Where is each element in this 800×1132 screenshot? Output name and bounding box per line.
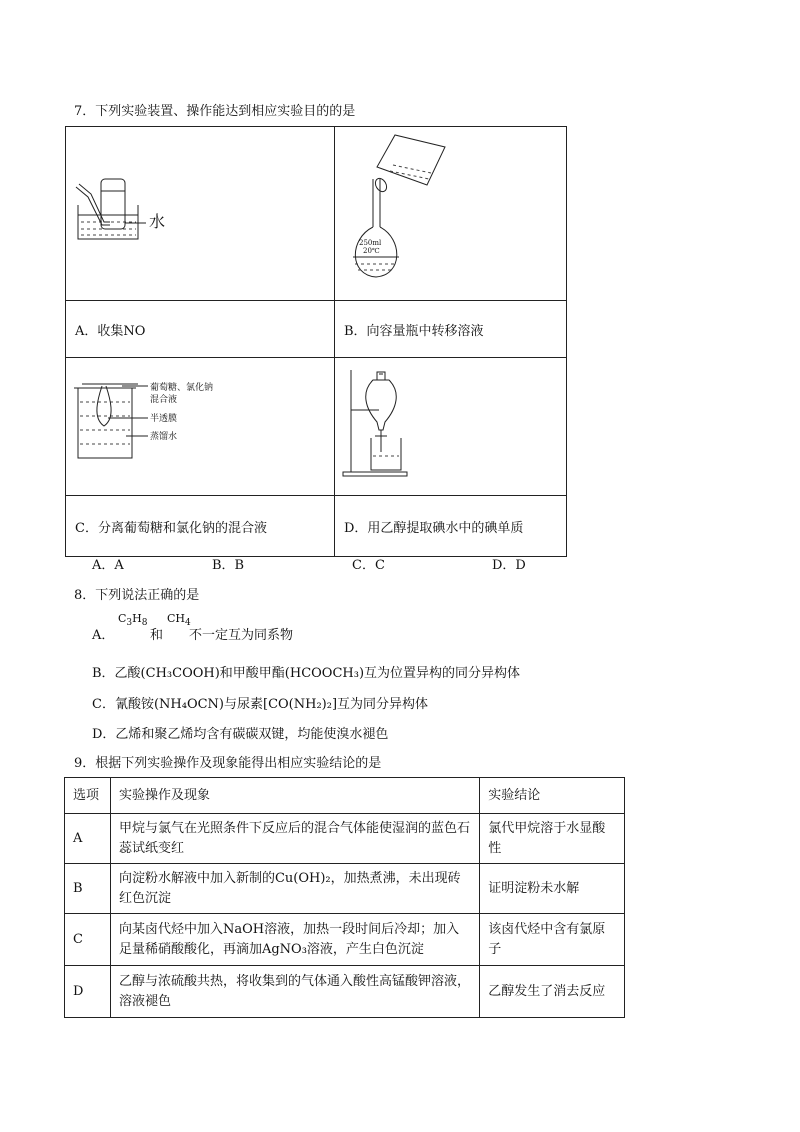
q8-option-b: B．乙酸(CH₃COOH)和甲酸甲酯(HCOOCH₃)互为位置异构的同分异构体 (92, 666, 521, 681)
q7-c-annot-membrane: 半透膜 (150, 414, 178, 424)
q7-image-b (335, 127, 567, 301)
q7-c-annot-mixture-2: 混合液 (150, 395, 178, 405)
q7-choice-d: D．D (492, 558, 526, 573)
q8-stem: 8．下列说法正确的是 (74, 588, 200, 603)
q9-stem: 9．根据下列实验操作及现象能得出相应实验结论的是 (74, 756, 382, 771)
q7-image-a (66, 127, 335, 301)
q7-b-flask-temp: 20℃ (363, 247, 380, 255)
dialysis-apparatus-icon (66, 358, 334, 491)
table-row: D 乙醇与浓硫酸共热，将收集到的气体通入酸性高锰酸钾溶液，溶液褪色 乙醇发生了消去反应 (65, 966, 625, 1018)
q7-label-a: A．收集NO (66, 301, 335, 358)
q7-image-c (66, 358, 335, 496)
separatory-funnel-icon (335, 358, 566, 491)
q8-option-d: D．乙烯和聚乙烯均含有碳碳双键，均能使溴水褪色 (92, 727, 389, 742)
q8-formula-ch4: $CH_4$ (167, 612, 191, 629)
table-row: B 向淀粉水解液中加入新制的Cu(OH)₂，加热煮沸，未出现砖红色沉淀 证明淀粉未水解 (65, 864, 625, 914)
q8-option-c: C．氰酸铵(NH₄OCN)与尿素[CO(NH₂)₂]互为同分异构体 (92, 697, 429, 712)
q7-label-d: D．用乙醇提取碘水中的碘单质 (335, 496, 567, 557)
volumetric-flask-transfer-icon (335, 127, 566, 296)
q9-header-option: 选项 (65, 778, 111, 814)
q7-a-annot: 水 (149, 212, 166, 231)
q7-image-d (335, 358, 567, 496)
q9-header-operation: 实验操作及现象 (110, 778, 479, 814)
table-row: A 甲烷与氯气在光照条件下反应后的混合气体能使湿润的蓝色石蕊试纸变红 氯代甲烷溶于水显酸性 (65, 814, 625, 864)
q7-choice-c: C．C (352, 558, 385, 573)
q8-formula-c3h8: $C_3H_8$ (118, 612, 148, 629)
q7-options-table (65, 126, 567, 557)
table-row: C 向某卤代烃中加入NaOH溶液，加热一段时间后冷却；加入足量稀硝酸酸化，再滴加AgNO₃溶液，产生白色沉淀 该卤代烃中含有氯原子 (65, 914, 625, 966)
q7-b-flask-capacity: 250ml (359, 239, 382, 247)
q7-c-annot-mixture: 葡萄糖、氯化钠 (150, 383, 214, 393)
q9-header-conclusion: 实验结论 (480, 778, 625, 814)
gas-collection-apparatus-icon (66, 127, 334, 296)
q7-choice-b: B．B (212, 558, 245, 573)
q7-label-b: B．向容量瓶中转移溶液 (335, 301, 567, 358)
q7-c-annot-water: 蒸馏水 (150, 432, 178, 442)
q7-label-c: C．分离葡萄糖和氯化钠的混合液 (66, 496, 335, 557)
q9-table (64, 777, 625, 1018)
q7-stem: 7．下列实验装置、操作能达到相应实验目的的是 (74, 104, 356, 119)
q7-choice-a: A．A (92, 558, 124, 573)
